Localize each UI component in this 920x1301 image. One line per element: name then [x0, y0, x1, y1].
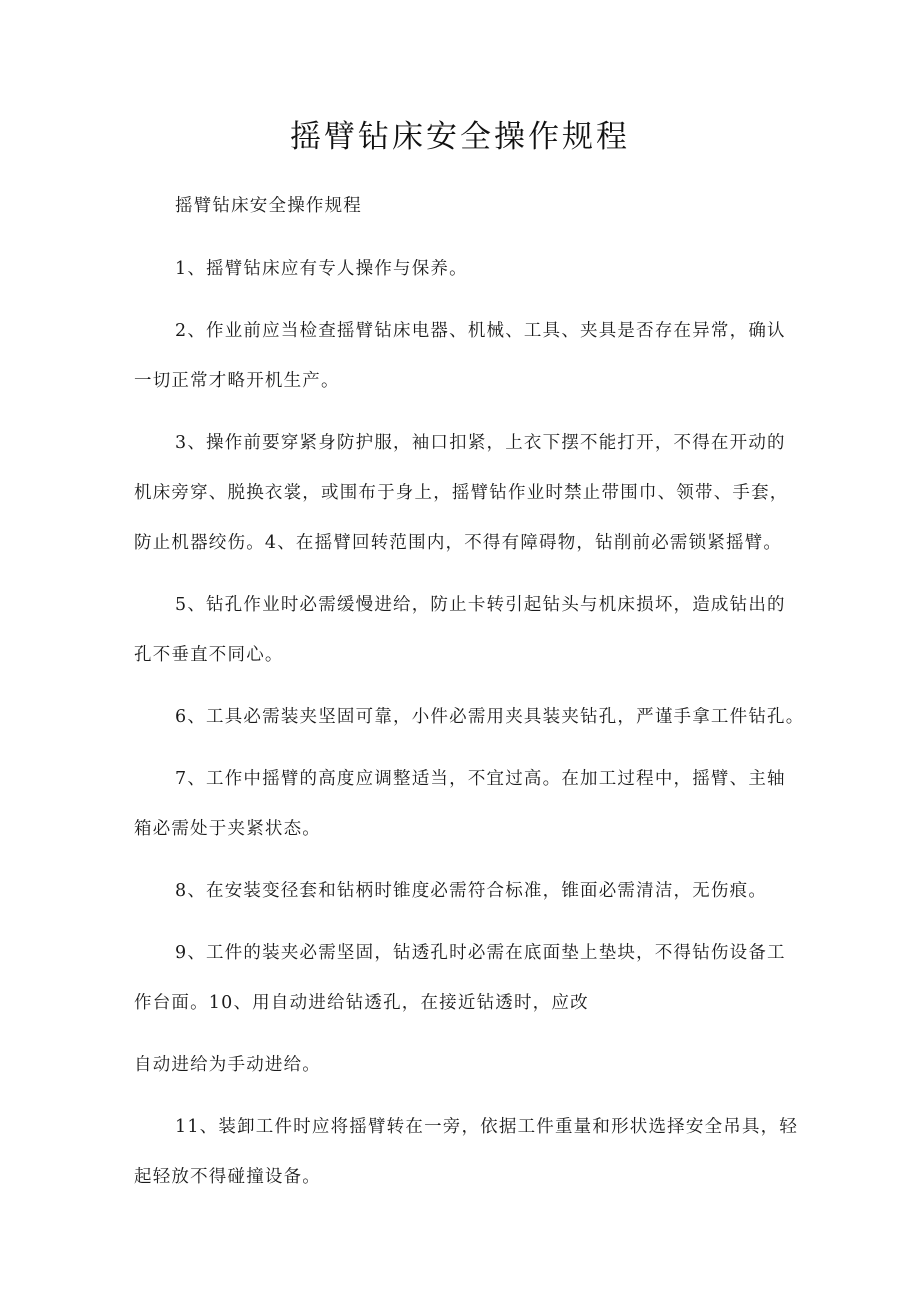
rule-3-line-1: 3、操作前要穿紧身防护服，袖口扣紧，上衣下摆不能打开，不得在开动的 — [175, 433, 786, 453]
rule-2-line-1: 2、作业前应当检查摇臂钻床电器、机械、工具、夹具是否存在异常，确认 — [175, 321, 786, 341]
rule-7-line-1: 7、工作中摇臂的高度应调整适当，不宜过高。在加工过程中，摇臂、主轴 — [175, 769, 786, 789]
rule-5-line-1: 5、钻孔作业时必需缓慢进给，防止卡转引起钻头与机床损坏，造成钻出的 — [175, 595, 786, 615]
rule-2-line-2: 一切正常才略开机生产。 — [134, 371, 340, 391]
rule-3-line-2: 机床旁穿、脱换衣裳，或围布于身上，摇臂钻作业时禁止带围巾、领带、手套， — [134, 483, 789, 503]
rule-1-line-1: 1、摇臂钻床应有专人操作与保养。 — [175, 259, 468, 279]
document-title: 摇臂钻床安全操作规程 — [290, 119, 630, 155]
rule-7-line-2: 箱必需处于夹紧状态。 — [134, 819, 321, 839]
rule-9-line-2: 作台面。10、用自动进给钻透孔，在接近钻透时，应改 — [134, 993, 589, 1013]
document-subtitle: 摇臂钻床安全操作规程 — [175, 196, 362, 216]
rule-9-line-1: 9、工件的装夹必需坚固，钻透孔时必需在底面垫上垫块，不得钻伤设备工 — [175, 943, 786, 963]
rule-3-line-3: 防止机器绞伤。4、在摇臂回转范围内，不得有障碍物，钻削前必需锁紧摇臂。 — [134, 533, 783, 553]
rule-5-line-2: 孔不垂直不同心。 — [134, 645, 284, 665]
rule-8-line-1: 8、在安装变径套和钻柄时锥度必需符合标准，锥面必需清洁，无伤痕。 — [175, 881, 768, 901]
rule-10-line-2: 自动进给为手动进给。 — [134, 1055, 321, 1075]
rule-11-line-1: 11、装卸工件时应将摇臂转在一旁，依据工件重量和形状选择安全吊具，轻 — [175, 1117, 799, 1137]
rule-11-line-2: 起轻放不得碰撞设备。 — [134, 1167, 321, 1187]
rule-6-line-1: 6、工具必需装夹坚固可靠，小件必需用夹具装夹钻孔，严谨手拿工件钻孔。 — [175, 707, 805, 727]
